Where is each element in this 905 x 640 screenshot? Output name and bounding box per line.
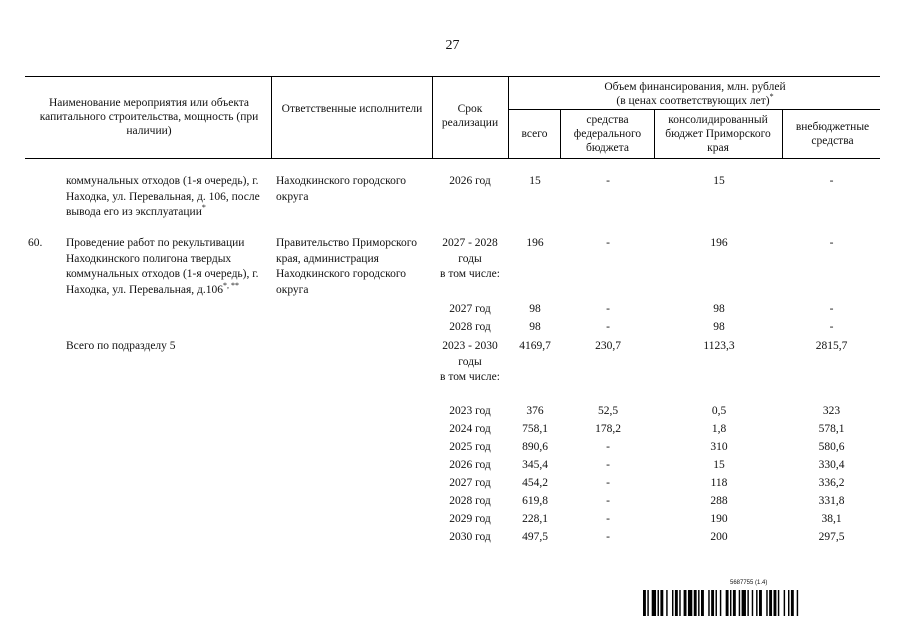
- summary-label: Всего по подразделу 5: [66, 340, 176, 352]
- total-cell: 619,8: [522, 495, 548, 507]
- federal-cell: -: [606, 303, 610, 315]
- consolidated-cell: 190: [710, 513, 728, 525]
- total-cell: 98: [529, 321, 541, 333]
- header-federal: средства федерального бюджета: [573, 114, 642, 154]
- row-period: 2027 - 2028 годы: [442, 237, 498, 265]
- header-funding-mark: *: [769, 92, 774, 102]
- summary-period: 2023 - 2030 годы: [442, 340, 498, 368]
- col-divider: [654, 109, 655, 158]
- row-executor: Правительство Приморского края, администрация Находкинского городского округа: [276, 237, 417, 296]
- year-cell: 2027 год: [449, 303, 491, 315]
- summary-offbudget: 2815,7: [815, 340, 848, 352]
- header-total: всего: [521, 128, 548, 140]
- federal-cell: -: [606, 531, 610, 543]
- col-divider: [508, 76, 509, 158]
- row-name-cell: [66, 174, 266, 221]
- header-offbudget: внебюджетные средства: [795, 121, 870, 147]
- offbudget-cell: 38,1: [821, 513, 842, 525]
- year-cell: 2023 год: [449, 405, 491, 417]
- consolidated-cell: 118: [710, 477, 728, 489]
- total-cell: 228,1: [522, 513, 548, 525]
- row-name: Проведение работ по рекультивации Находкинского полигона твердых коммунальных отходов (1-я очередь), г. Находка, ул. Перевальная, д.106: [66, 237, 259, 296]
- consolidated-cell: 1,8: [711, 423, 727, 435]
- consolidated-cell: 0,5: [711, 405, 727, 417]
- row-federal: -: [606, 237, 610, 249]
- row-offbudget: -: [829, 175, 834, 187]
- row-incl: в том числе:: [440, 268, 500, 280]
- row-period: 2026 год: [449, 175, 491, 187]
- consolidated-cell: 98: [713, 321, 725, 333]
- header-name: Наименование мероприятия или объекта капитального строительства, мощность (при наличии): [39, 97, 259, 137]
- total-cell: 376: [526, 405, 544, 417]
- total-cell: 98: [529, 303, 541, 315]
- year-cell: 2029 год: [449, 513, 491, 525]
- summary-total: 4169,7: [519, 340, 551, 352]
- row-consolidated: 15: [713, 175, 725, 187]
- federal-cell: -: [606, 321, 610, 333]
- row-name-mark: *: [201, 203, 206, 213]
- year-cell: 2024 год: [449, 423, 491, 435]
- page-number: 27: [445, 38, 460, 53]
- federal-cell: -: [606, 477, 610, 489]
- consolidated-cell: 310: [710, 441, 728, 453]
- header-mid-rule: [508, 109, 880, 110]
- summary-incl: в том числе:: [440, 371, 500, 383]
- row-name-cell: [66, 236, 268, 298]
- header-period: Срок реализации: [441, 103, 499, 129]
- header-consolidated: консолидированный бюджет Приморского края: [665, 114, 771, 154]
- row-consolidated: 196: [710, 237, 728, 249]
- total-cell: 758,1: [522, 423, 548, 435]
- col-divider: [560, 109, 561, 158]
- year-cell: 2027 год: [449, 477, 491, 489]
- year-cell: 2026 год: [449, 459, 491, 471]
- col-divider: [432, 76, 433, 158]
- offbudget-cell: -: [829, 303, 834, 315]
- consolidated-cell: 15: [713, 459, 725, 471]
- federal-cell: -: [606, 459, 610, 471]
- total-cell: 497,5: [522, 531, 548, 543]
- row-name: коммунальных отходов (1-я очередь), г. Находка, ул. Перевальная, д. 106, после вывода его из эксплуатации: [66, 175, 260, 218]
- row-total: 196: [526, 237, 544, 249]
- offbudget-cell: 330,4: [818, 459, 845, 471]
- header-top-rule: [25, 76, 880, 77]
- row-federal: -: [606, 175, 610, 187]
- summary-consolidated: 1123,3: [703, 340, 735, 352]
- offbudget-cell: 580,6: [818, 441, 845, 453]
- federal-cell: -: [606, 441, 610, 453]
- federal-cell: 52,5: [597, 405, 619, 417]
- year-cell: 2025 год: [449, 441, 491, 453]
- total-cell: 454,2: [522, 477, 548, 489]
- header-funding-subtitle-line: [510, 94, 880, 108]
- offbudget-cell: 336,2: [818, 477, 845, 489]
- row-name-mark: *, **: [223, 280, 239, 290]
- year-cell: 2030 год: [449, 531, 491, 543]
- consolidated-cell: 98: [713, 303, 725, 315]
- barcode-image: [643, 590, 858, 616]
- row-executor: Находкинского городского округа: [276, 175, 407, 203]
- federal-cell: 178,2: [595, 423, 621, 435]
- header-funding-subtitle: (в ценах соответствующих лет): [616, 95, 770, 107]
- federal-cell: -: [606, 513, 610, 525]
- offbudget-cell: 297,5: [818, 531, 845, 543]
- year-cell: 2028 год: [449, 495, 491, 507]
- offbudget-cell: -: [829, 321, 834, 333]
- header-funding-title: Объем финансирования, млн. рублей: [604, 81, 786, 93]
- row-offbudget: -: [829, 237, 834, 249]
- offbudget-cell: 323: [822, 405, 841, 417]
- offbudget-cell: 331,8: [818, 495, 845, 507]
- total-cell: 890,6: [522, 441, 548, 453]
- row-total: 15: [529, 175, 541, 187]
- consolidated-cell: 200: [710, 531, 728, 543]
- header-executors: Ответственные исполнители: [281, 103, 423, 115]
- col-divider: [782, 109, 783, 158]
- total-cell: 345,4: [522, 459, 548, 471]
- row-number: 60.: [28, 237, 43, 249]
- offbudget-cell: 578,1: [818, 423, 845, 435]
- header-bottom-rule: [25, 158, 880, 159]
- consolidated-cell: 288: [710, 495, 728, 507]
- barcode-label: 5687755 (1.4): [730, 580, 768, 586]
- federal-cell: -: [606, 495, 610, 507]
- year-cell: 2028 год: [449, 321, 491, 333]
- summary-federal: 230,7: [595, 340, 621, 352]
- col-divider: [271, 76, 272, 158]
- header-funding: [510, 80, 880, 108]
